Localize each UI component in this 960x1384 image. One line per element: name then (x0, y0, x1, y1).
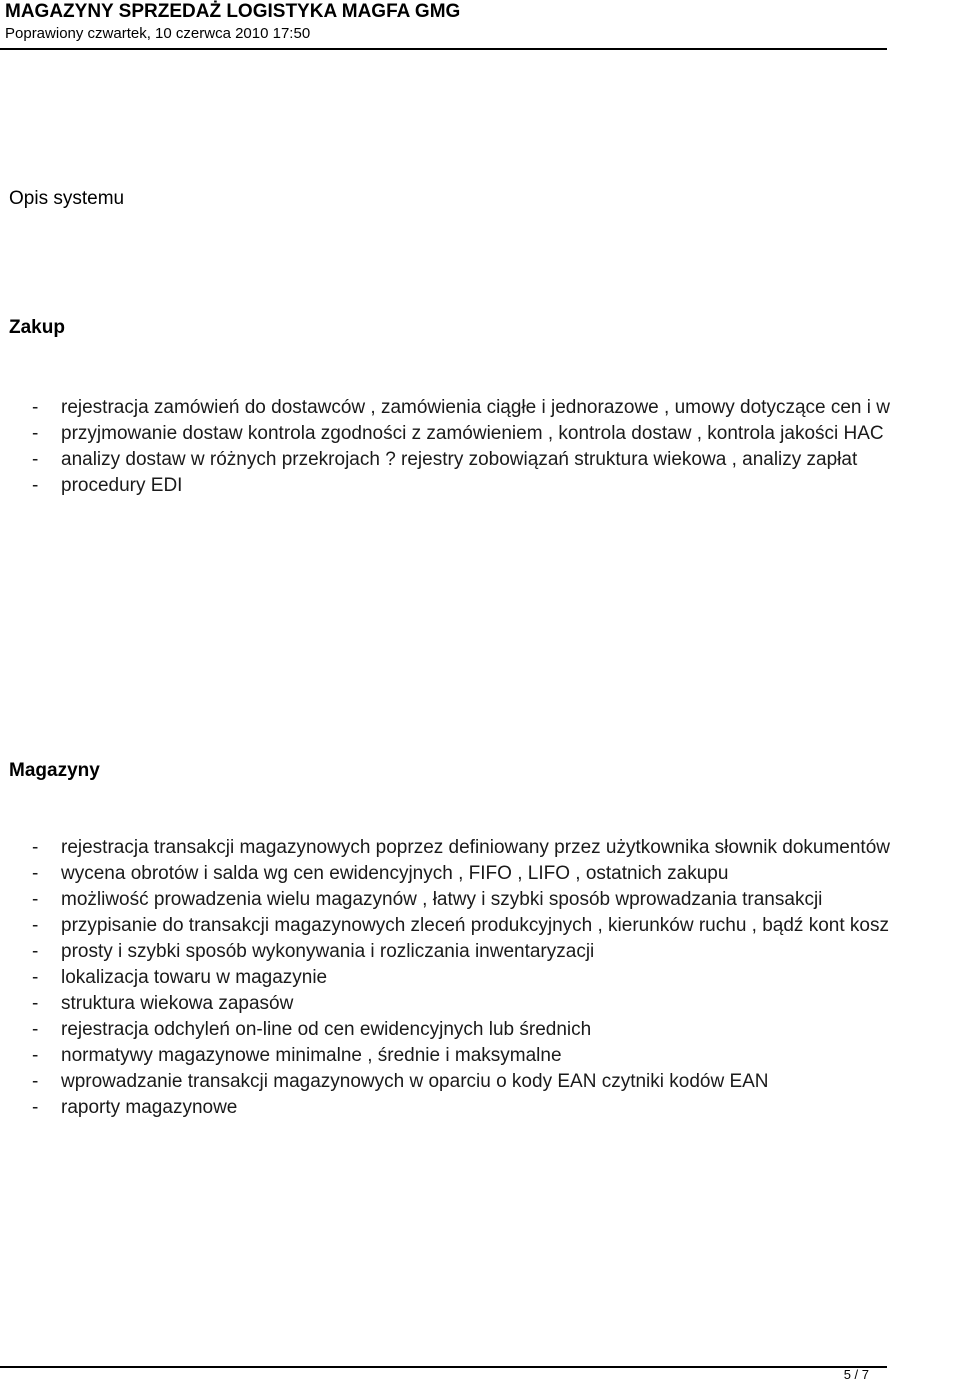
list-item-text: raporty magazynowe (61, 1097, 238, 1118)
section-title-magazyny: Magazyny (9, 760, 100, 781)
list-item (0, 991, 960, 1017)
list-item (0, 887, 960, 913)
list-item-text: rejestracja odchyleń on-line od cen ewidencyjnych lub średnich (61, 1019, 592, 1040)
list-item (0, 395, 960, 421)
list-item-text: lokalizacja towaru w magazynie (61, 967, 328, 988)
list-dash: - (32, 993, 39, 1014)
list-item-text: procedury EDI (61, 475, 183, 496)
list-item (0, 1043, 960, 1069)
list-item-text: przypisanie do transakcji magazynowych zleceń produkcyjnych , kierunków ruchu , bądź kont kosz (61, 915, 889, 936)
list-item-text: normatywy magazynowe minimalne , średnie i maksymalne (61, 1045, 562, 1066)
list-dash: - (32, 889, 39, 910)
list-item (0, 965, 960, 991)
list-item (0, 1069, 960, 1095)
list-item-text: możliwość prowadzenia wielu magazynów , łatwy i szybki sposób wprowadzania transakcji (61, 889, 823, 910)
intro-text: Opis systemu (9, 188, 125, 209)
list-dash: - (32, 1071, 39, 1092)
list-item-text: wprowadzanie transakcji magazynowych w oparciu o kody EAN czytniki kodów EAN (61, 1071, 769, 1092)
page-number: 5 / 7 (843, 1367, 869, 1382)
list-item (0, 939, 960, 965)
list-item (0, 861, 960, 887)
list-dash: - (32, 941, 39, 962)
list-dash: - (32, 1097, 39, 1118)
list-dash: - (32, 837, 39, 858)
list-item-text: przyjmowanie dostaw kontrola zgodności z zamówieniem , kontrola dostaw , kontrola jakości HAC (61, 423, 884, 444)
list-dash: - (32, 423, 39, 444)
header-divider (0, 48, 887, 50)
list-item (0, 421, 960, 447)
list-item-text: rejestracja zamówień do dostawców , zamówienia ciągłe i jednorazowe , umowy dotyczące cen i w (61, 397, 890, 418)
list-item-text: prosty i szybki sposób wykonywania i rozliczania inwentaryzacji (61, 941, 595, 962)
magazyny-list (0, 835, 960, 1121)
list-dash: - (32, 1019, 39, 1040)
zakup-list (0, 395, 960, 499)
list-item (0, 913, 960, 939)
list-dash: - (32, 967, 39, 988)
list-item-text: rejestracja transakcji magazynowych poprzez definiowany przez użytkownika słownik dokumentów (61, 837, 890, 858)
list-item (0, 835, 960, 861)
list-item (0, 473, 960, 499)
section-title-zakup: Zakup (9, 317, 65, 338)
list-item-text: analizy dostaw w różnych przekrojach ? rejestry zobowiązań struktura wiekowa , analizy zapłat (61, 449, 858, 470)
list-dash: - (32, 449, 39, 470)
list-item-text: wycena obrotów i salda wg cen ewidencyjnych , FIFO , LIFO , ostatnich zakupu (61, 863, 729, 884)
list-item (0, 447, 960, 473)
list-item-text: struktura wiekowa zapasów (61, 993, 294, 1014)
list-dash: - (32, 915, 39, 936)
list-dash: - (32, 863, 39, 884)
list-dash: - (32, 1045, 39, 1066)
list-dash: - (32, 475, 39, 496)
list-dash: - (32, 397, 39, 418)
list-item (0, 1017, 960, 1043)
footer-divider (0, 1366, 887, 1368)
header-title: MAGAZYNY SPRZEDAŻ LOGISTYKA MAGFA GMG (5, 1, 461, 22)
header-date: Poprawiony czwartek, 10 czerwca 2010 17:50 (5, 25, 311, 42)
list-item (0, 1095, 960, 1121)
